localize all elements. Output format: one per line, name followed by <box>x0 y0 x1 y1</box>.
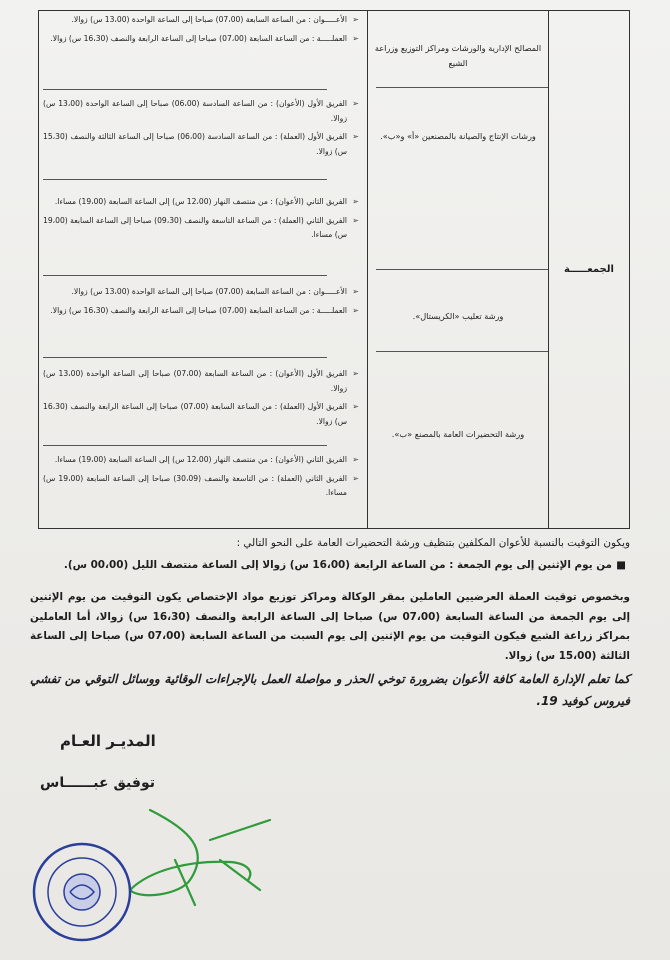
handwritten-signature <box>120 800 280 910</box>
schedule-table <box>38 10 630 529</box>
divider <box>376 87 548 88</box>
day-cell: الجمعـــــة <box>549 11 630 529</box>
hours-item: ➢ الفريق الأول (العملة) : من الساعة السادسة (06،00) صباحا إلى الساعة الثالثة والنصف (15،30 س) زوالا. <box>43 130 359 159</box>
bullet-icon: ■ <box>616 559 626 571</box>
service-general-prep: ورشة التحضيرات العامة بالمصنع «ب». <box>391 429 525 439</box>
service-production: ورشات الإنتاج والصيانة بالمصنعين «أ» و«ب». <box>380 131 536 141</box>
official-stamp-icon <box>30 840 135 945</box>
casual-workers-paragraph: وبخصوص توقيت العملة العرضيين العاملين بمقر الوكالة ومراكز توزيع مواد الإختصاص يكون التوقيت من يوم الإثنين إلى يوم الجمعة من الساعة السابعة (07،00 س) صباحا إلى الساعة الرابعة والنصف (16،30 س) زوالا، أما العاملين بمراكز زراعة الشيع فيكون التوقيت من يوم الإثنين إلى يوم السبت من الساعة السابعة (07،00 س) صباحا إلى الساعة الثالثة (15،00 س) زوالا. <box>30 591 631 662</box>
hours-item: ➢ الفريق الأول (العملة) : من الساعة السابعة (07،00) صباحا إلى الساعة الرابعة والنصف (16،30 س) زوالا. <box>43 400 359 429</box>
hours-block-prep-2 <box>43 453 359 505</box>
signatory-title: المديـر العـام <box>60 732 156 750</box>
hours-item: ➢ الفريق الثاني (الأعوان) : من منتصف النهار (12،00 س) إلى الساعة السابعة (19،00) مساءا. <box>43 195 359 210</box>
divider <box>43 357 327 358</box>
divider <box>43 445 327 446</box>
hours-block-crystal <box>43 285 359 322</box>
hours-block-admin <box>43 13 359 50</box>
signatory-name: توفيق عبــــــاس <box>40 775 155 791</box>
cleaning-intro: ويكون التوقيت بالنسبة للأعوان المكلفين بتنظيف ورشة التحضيرات العامة على النحو التالي : <box>236 537 630 549</box>
hours-item: ➢ العملـــــة : من الساعة السابعة (07،00) صباحا إلى الساعة الرابعة والنصف (16،30 س) زوالا. <box>43 304 359 319</box>
cleaning-bullet <box>30 556 626 575</box>
divider <box>376 269 548 270</box>
hours-item: ➢ الفريق الأول (الأعوان) : من الساعة السابعة (07،00) صباحا إلى الساعة الواحدة (13،00 س) زوالا. <box>43 367 359 396</box>
hours-item: ➢ الفريق الثاني (الأعوان) : من منتصف النهار (12،00 س) إلى الساعة السابعة (19،00) مساءا. <box>43 453 359 468</box>
hours-column <box>39 11 368 529</box>
divider <box>43 89 327 90</box>
cleaning-bullet-text: من يوم الإثنين إلى يوم الجمعة : من الساعة الرابعة (16،00 س) زوالا إلى الساعة منتصف الليل (00،00 س). <box>63 559 612 571</box>
divider <box>43 275 327 276</box>
hours-block-production-2 <box>43 195 359 247</box>
closing-paragraph: كما تعلم الإدارة العامة كافة الأعوان بضرورة توخي الحذر و مواصلة العمل بالإجراءات الوقائية ووسائل التوقي من تفشي فيروس كوفيد 19. <box>30 672 630 708</box>
services-column <box>368 11 549 529</box>
divider <box>376 351 548 352</box>
divider <box>43 179 327 180</box>
hours-item: ➢ الفريق الأول (الأعوان) : من الساعة السادسة (06،00) صباحا إلى الساعة الواحدة (13،00 س) زوالا. <box>43 97 359 126</box>
service-crystal: ورشة تعليب «الكريستال». <box>412 311 504 321</box>
service-admin: المصالح الإدارية والورشات ومراكز التوزيع وزراعة الشيع <box>374 43 542 68</box>
hours-item: ➢ الأعـــــوان : من الساعة السابعة (07،00) صباحا إلى الساعة الواحدة (13،00 س) زوالا. <box>43 13 359 28</box>
hours-item: ➢ الأعـــــوان : من الساعة السابعة (07،00) صباحا إلى الساعة الواحدة (13،00 س) زوالا. <box>43 285 359 300</box>
hours-block-prep-1 <box>43 367 359 433</box>
hours-item: ➢ الفريق الثاني (العملة) : من التاسعة والنصف (30،09) صباحا إلى الساعة السابعة (19،00 س) مساءا. <box>43 472 359 501</box>
hours-item: ➢ الفريق الثاني (العملة) : من الساعة التاسعة والنصف (09،30) صباحا إلى الساعة السابعة (19،00 س) مساءا. <box>43 214 359 243</box>
hours-block-production-1 <box>43 97 359 163</box>
hours-item: ➢ العملـــــة : من الساعة السابعة (07،00) صباحا إلى الساعة الرابعة والنصف (16،30 س) زوالا. <box>43 32 359 47</box>
